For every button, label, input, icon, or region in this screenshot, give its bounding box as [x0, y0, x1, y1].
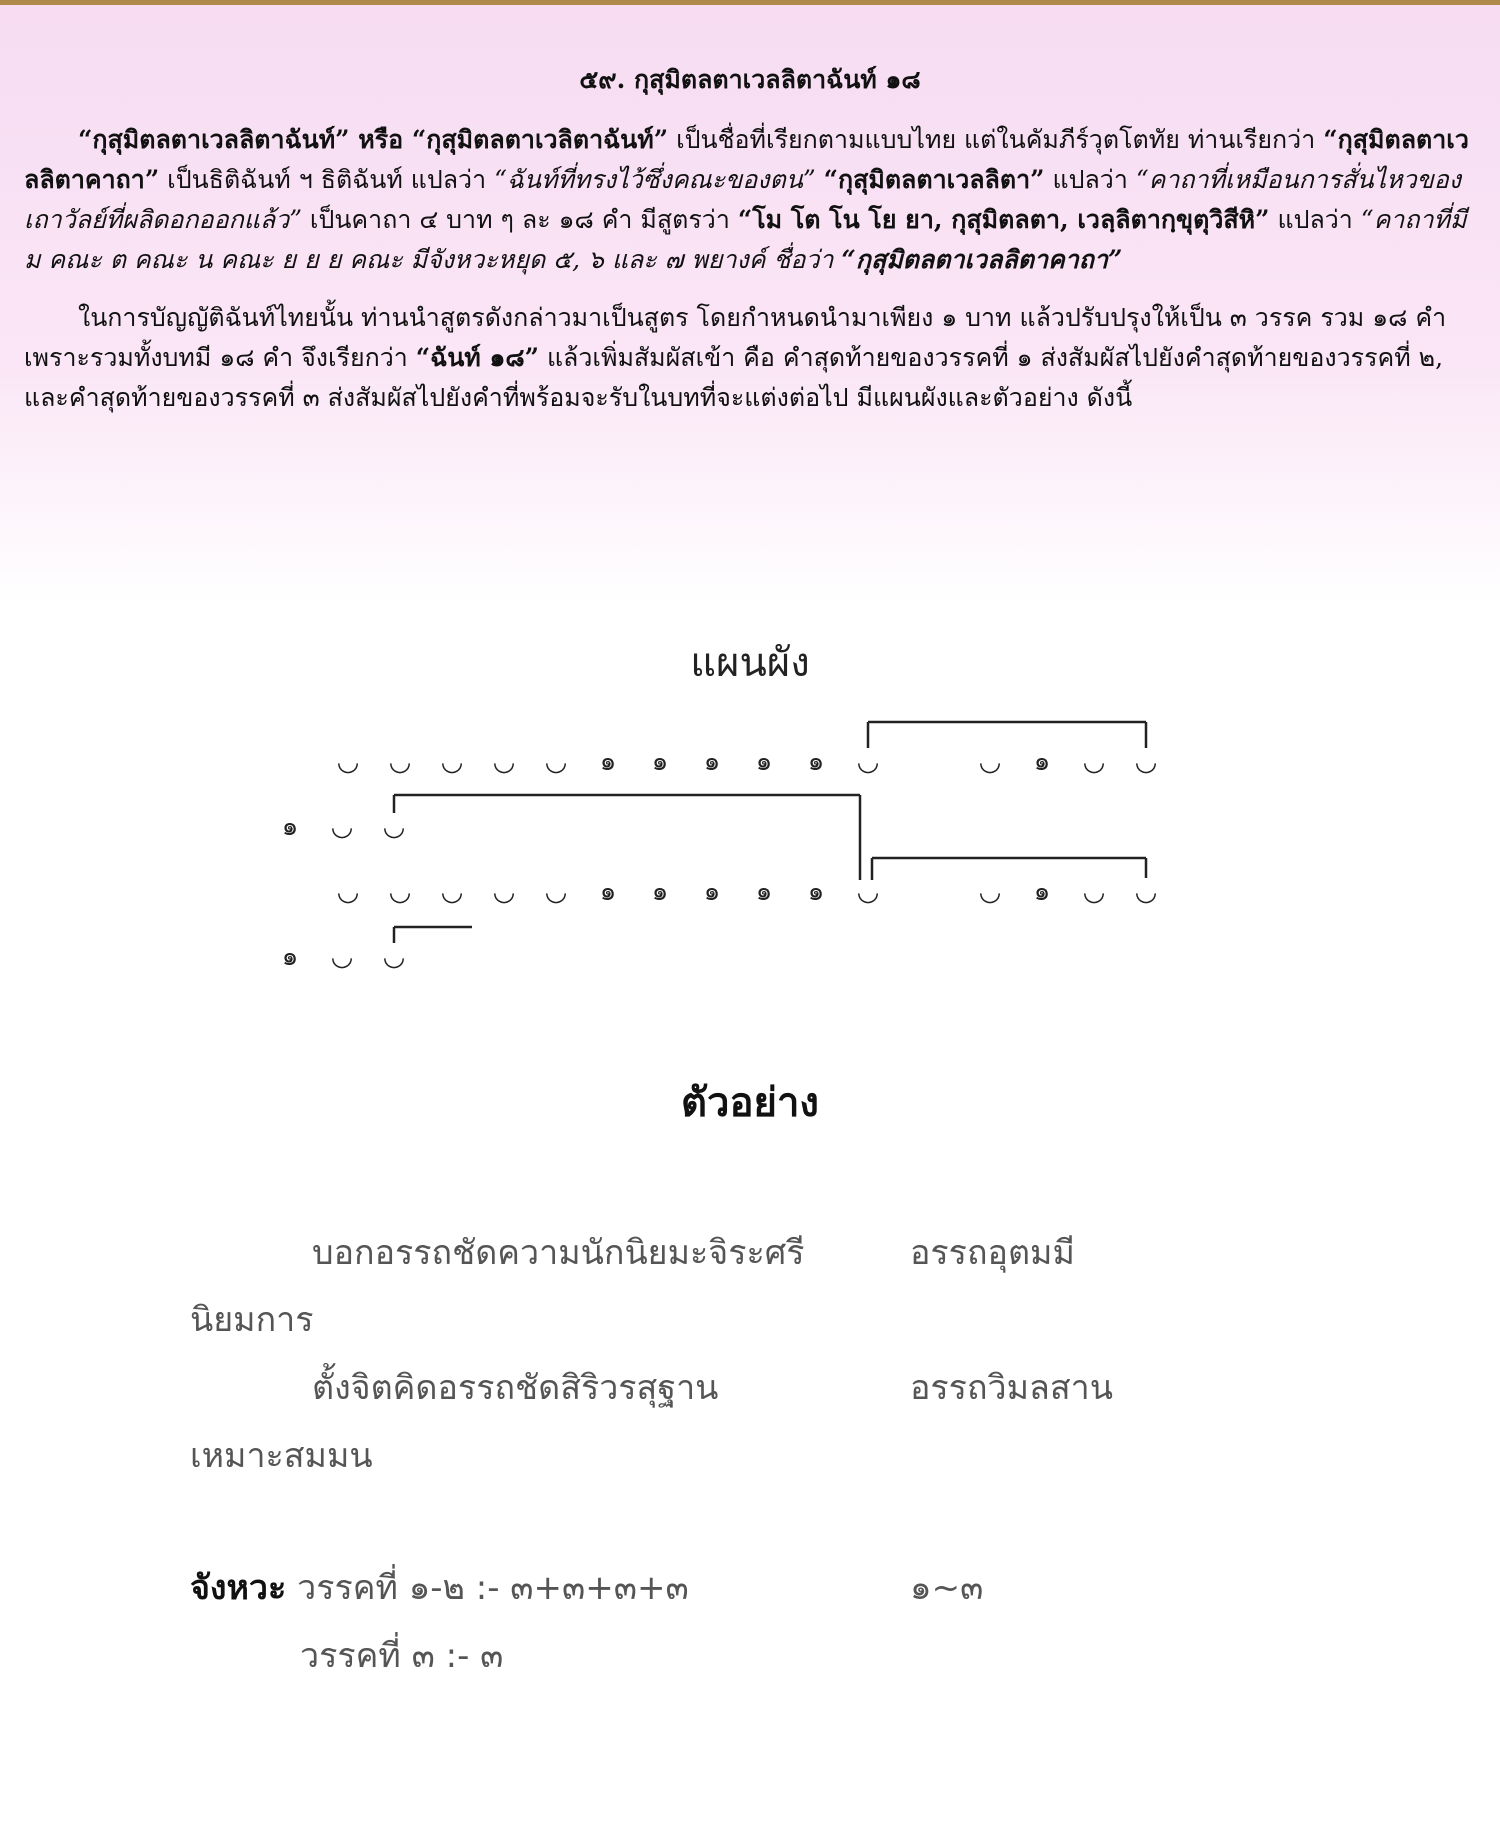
para1-segment [816, 165, 824, 194]
para1-segment: “คาถาที่มี ม คณะ ต คณะ น คณะ ย ย ย คณะ มีจังหวะหยุด ๕, ๖ และ ๗ พยางค์ ชื่อว่า [24, 205, 1467, 274]
light-syllable-mark: ◡ [388, 747, 412, 777]
para1-segment: แปลว่า [1044, 165, 1136, 194]
light-syllable-mark: ◡ [492, 747, 516, 777]
para2-segment: “ฉันท์ ๑๘” [415, 343, 539, 372]
article-heading: ๕๙. กุสุมิตลตาเวลลิตาฉันท์ ๑๘ [579, 65, 921, 94]
example-title: ตัวอย่าง [681, 1080, 819, 1126]
light-syllable-mark: ◡ [330, 812, 354, 842]
meter-diagram [0, 690, 1500, 1020]
light-syllable-mark: ◡ [382, 812, 406, 842]
heavy-syllable-mark: ๑ [281, 812, 299, 842]
para2-segment: ในการบัญญัติฉันท์ไทยนั้น ท่านนำสูตรดังกล่าวมาเป็นสูตร โดยกำหนดนำมาเพียง ๑ บาท แล้วปรับปรุงให้เป็น ๓ วรรค รวม ๑๘ คำ เพราะรวมทั้งบทมี ๑๘ คำ จึงเรียกว่า [24, 303, 1447, 372]
poem-line-1c: นิยมการ [190, 1300, 314, 1340]
heavy-syllable-mark: ๑ [281, 942, 299, 972]
light-syllable-mark: ◡ [440, 877, 464, 907]
rhythm-row-1 [190, 1560, 689, 1614]
poem-line-1a: บอกอรรถชัดความนักนิยมะจิระศรี [312, 1233, 805, 1273]
light-syllable-mark: ◡ [336, 877, 360, 907]
light-syllable-mark: ◡ [382, 942, 406, 972]
rhythm-label: จังหวะ [190, 1568, 287, 1608]
light-syllable-mark: ◡ [388, 877, 412, 907]
para1-segment: “กุสุมิตลตาเวลลิตาคาถา” [841, 245, 1123, 274]
heavy-syllable-mark: ๑ [807, 747, 825, 777]
light-syllable-mark: ◡ [440, 747, 464, 777]
para2-segment: แล้วเพิ่มสัมผัสเข้า คือ คำสุดท้ายของวรรคที่ ๑ ส่งสัมผัสไปยังคำสุดท้ายของวรรคที่ ๒, และคำสุดท้ายของวรรคที่ ๓ ส่งสัมผัสไปยังคำที่พร้อมจะรับในบทที่จะแต่งต่อไป มีแผนผังและตัวอย่าง ดังนี้ [24, 343, 1444, 412]
light-syllable-mark: ◡ [978, 747, 1002, 777]
poem-line-2b: อรรถวิมลสาน [910, 1368, 1113, 1408]
heavy-syllable-mark: ๑ [703, 877, 721, 907]
para1-segment: “คาถาที่เหมือนการสั่นไหวของเถาวัลย์ที่ผลิดอกออกแล้ว” [24, 165, 1461, 234]
diagram-title: แผนผัง [690, 640, 810, 686]
paragraph-intro [24, 120, 1476, 280]
light-syllable-mark: ◡ [336, 747, 360, 777]
light-syllable-mark: ◡ [1134, 747, 1158, 777]
heavy-syllable-mark: ๑ [651, 877, 669, 907]
heavy-syllable-mark: ๑ [807, 877, 825, 907]
para1-segment: “กุสุมิตลตาเวลลิตา” [823, 165, 1045, 194]
para1-segment: เป็นชื่อที่เรียกตามแบบไทย แต่ในคัมภีร์วุตโตทัย ท่านเรียกว่า [668, 125, 1324, 154]
para1-segment: “กุสุมิตลตาเวลลิตาคาถา” [24, 125, 1469, 194]
para1-segment: “ฉันท์ที่ทรงไว้ซึ่งคณะของตน” [494, 165, 816, 194]
light-syllable-mark: ◡ [856, 747, 880, 777]
para1-segment: “กุสุมิตลตาเวลลิตาฉันท์” หรือ “กุสุมิตลตาเวลิตาฉันท์” [78, 125, 669, 154]
para1-segment: เป็นคาถา ๔ บาท ๆ ละ ๑๘ คำ มีสูตรว่า [301, 205, 738, 234]
heavy-syllable-mark: ๑ [1033, 747, 1051, 777]
light-syllable-mark: ◡ [1082, 747, 1106, 777]
poem-line-1b: อรรถอุตมมี [910, 1233, 1075, 1273]
light-syllable-mark: ◡ [856, 877, 880, 907]
heavy-syllable-mark: ๑ [599, 877, 617, 907]
heavy-syllable-mark: ๑ [1033, 877, 1051, 907]
poem-line-2c: เหมาะสมมน [190, 1436, 373, 1476]
light-syllable-mark: ◡ [1134, 877, 1158, 907]
light-syllable-mark: ◡ [330, 942, 354, 972]
heavy-syllable-mark: ๑ [755, 747, 773, 777]
heavy-syllable-mark: ๑ [703, 747, 721, 777]
rhythm-line-1b: ๑~๓ [910, 1568, 984, 1608]
para1-segment: แปลว่า [1269, 205, 1361, 234]
paragraph-thai-rules [24, 298, 1476, 418]
heavy-syllable-mark: ๑ [651, 747, 669, 777]
para1-segment: เป็นธิติฉันท์ ฯ ธิติฉันท์ แปลว่า [159, 165, 495, 194]
light-syllable-mark: ◡ [544, 747, 568, 777]
article-body [24, 60, 1476, 436]
light-syllable-mark: ◡ [544, 877, 568, 907]
heavy-syllable-mark: ๑ [755, 877, 773, 907]
para1-segment: “โม โต โน โย ยา, กุสุมิตลตา, เวลฺลิตากฺขุตุวิสีหิ” [737, 205, 1270, 234]
light-syllable-mark: ◡ [978, 877, 1002, 907]
rhythm-line-2: วรรคที่ ๓ :- ๓ [300, 1636, 504, 1676]
poem-line-2a: ตั้งจิตคิดอรรถชัดสิริวรสุฐาน [312, 1368, 719, 1408]
light-syllable-mark: ◡ [492, 877, 516, 907]
heavy-syllable-mark: ๑ [599, 747, 617, 777]
light-syllable-mark: ◡ [1082, 877, 1106, 907]
rhythm-line-1: วรรคที่ ๑-๒ :- ๓+๓+๓+๓ [297, 1568, 689, 1608]
